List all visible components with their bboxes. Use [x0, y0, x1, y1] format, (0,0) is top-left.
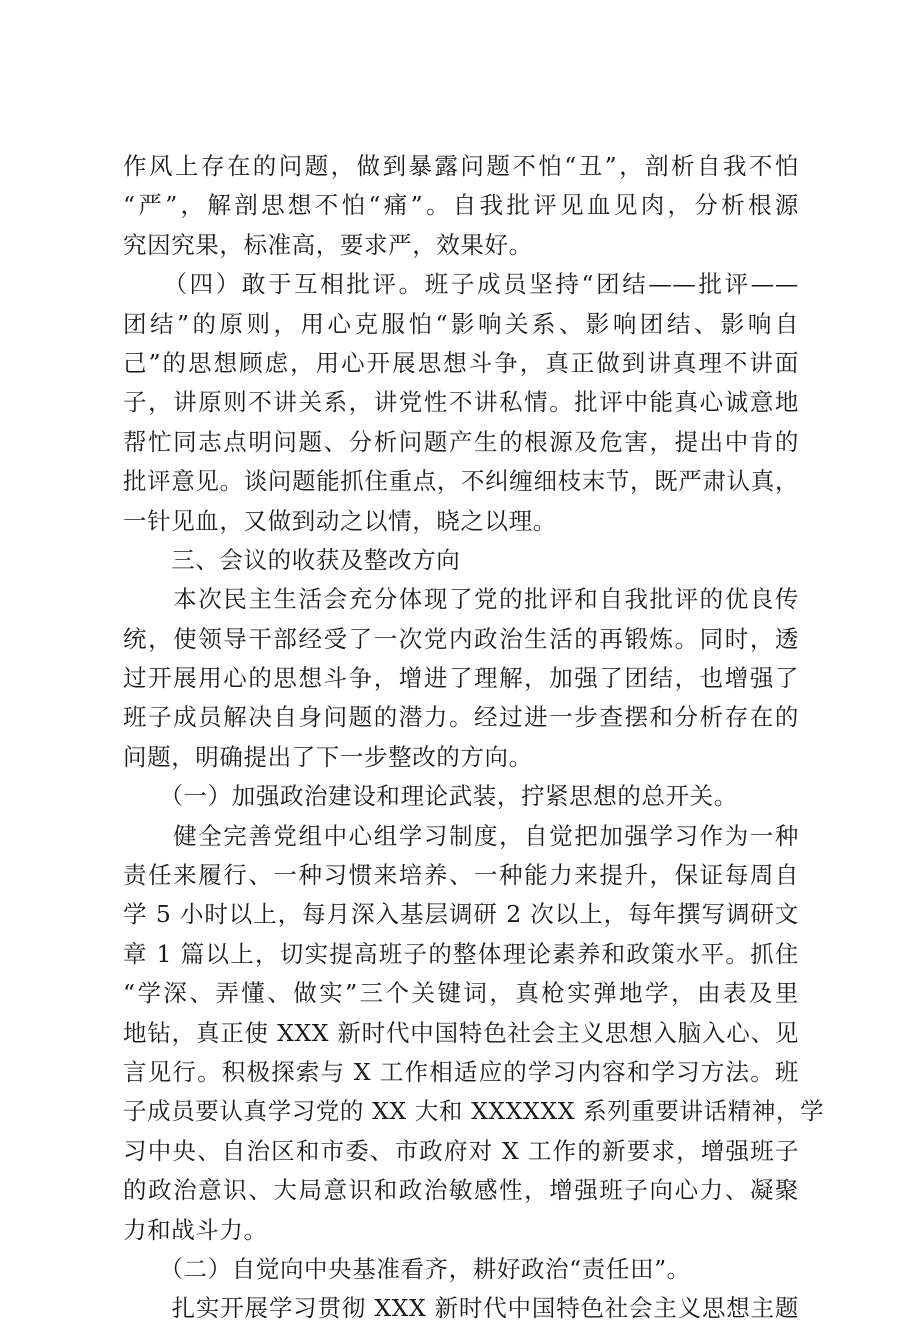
- document-body: [123, 147, 825, 1329]
- subsection-heading-2: （二）自觉向中央基准看齐，耕好政治“责任田”。: [123, 1254, 691, 1283]
- text-line: 地钻，真正使 XXX 新时代中国特色社会主义思想入脑入心、见: [123, 1018, 799, 1047]
- text-line: 团结”的原则，用心克服怕“影响关系、影响团结、影响自: [123, 309, 799, 338]
- text-line: 究因究果，标准高，要求严，效果好。: [123, 230, 533, 259]
- text-line: 章 1 篇以上，切实提高班子的整体理论素养和政策水平。抓住: [123, 939, 799, 968]
- section-heading-3: 三、会议的收获及整改方向: [123, 545, 461, 574]
- text-line: 班子成员解决自身问题的潜力。经过进一步查摆和分析存在的: [123, 703, 799, 732]
- text-line: 问题，明确提出了下一步整改的方向。: [123, 742, 533, 771]
- text-line: “学深、弄懂、做实”三个关键词，真枪实弹地学，由表及里: [123, 979, 799, 1008]
- text-line: 本次民主生活会充分体现了党的批评和自我批评的优良传: [123, 585, 799, 614]
- subsection-heading-1: （一）加强政治建设和理论武装，拧紧思想的总开关。: [123, 782, 738, 811]
- paragraph-heading-4: （四）敢于互相批评。班子成员坚持“团结——批评——: [123, 270, 799, 299]
- text-line: 一针见血，又做到动之以情，晓之以理。: [123, 506, 557, 535]
- text-line: 扎实开展学习贯彻 XXX 新时代中国特色社会主义思想主题: [123, 1294, 799, 1323]
- text-line: 习中央、自治区和市委、市政府对 X 工作的新要求，增强班子: [123, 1136, 799, 1165]
- text-line: 子成员要认真学习党的 XX 大和 XXXXXX 系列重要讲话精神，学: [123, 1097, 825, 1126]
- text-line: 责任来履行、一种习惯来培养、一种能力来提升，保证每周自: [123, 861, 799, 890]
- text-line: 的政治意识、大局意识和政治敏感性，增强班子向心力、凝聚: [123, 1176, 799, 1205]
- text-line: 批评意见。谈问题能抓住重点，不纠缠细枝末节，既严肃认真，: [123, 467, 799, 496]
- text-line: 力和战斗力。: [123, 1215, 268, 1244]
- text-line: 作风上存在的问题，做到暴露问题不怕“丑”，剖析自我不怕: [123, 152, 799, 180]
- text-line: 健全完善党组中心组学习制度，自觉把加强学习作为一种: [123, 821, 799, 850]
- text-line: “严”，解剖思想不怕“痛”。自我批评见血见肉，分析根源: [123, 191, 799, 220]
- text-line: 己”的思想顾虑，用心开展思想斗争，真正做到讲真理不讲面: [123, 348, 799, 377]
- text-line: 统，使领导干部经受了一次党内政治生活的再锻炼。同时，透: [123, 624, 799, 653]
- text-line: 子，讲原则不讲关系，讲党性不讲私情。批评中能真心诚意地: [123, 388, 799, 417]
- text-line: 言见行。积极探索与 X 工作相适应的学习内容和学习方法。班: [123, 1057, 799, 1086]
- text-line: 学 5 小时以上，每月深入基层调研 2 次以上，每年撰写调研文: [123, 900, 799, 929]
- text-line: 过开展用心的思想斗争，增进了理解，加强了团结，也增强了: [123, 664, 799, 693]
- text-line: 帮忙同志点明问题、分析问题产生的根源及危害，提出中肯的: [123, 427, 799, 456]
